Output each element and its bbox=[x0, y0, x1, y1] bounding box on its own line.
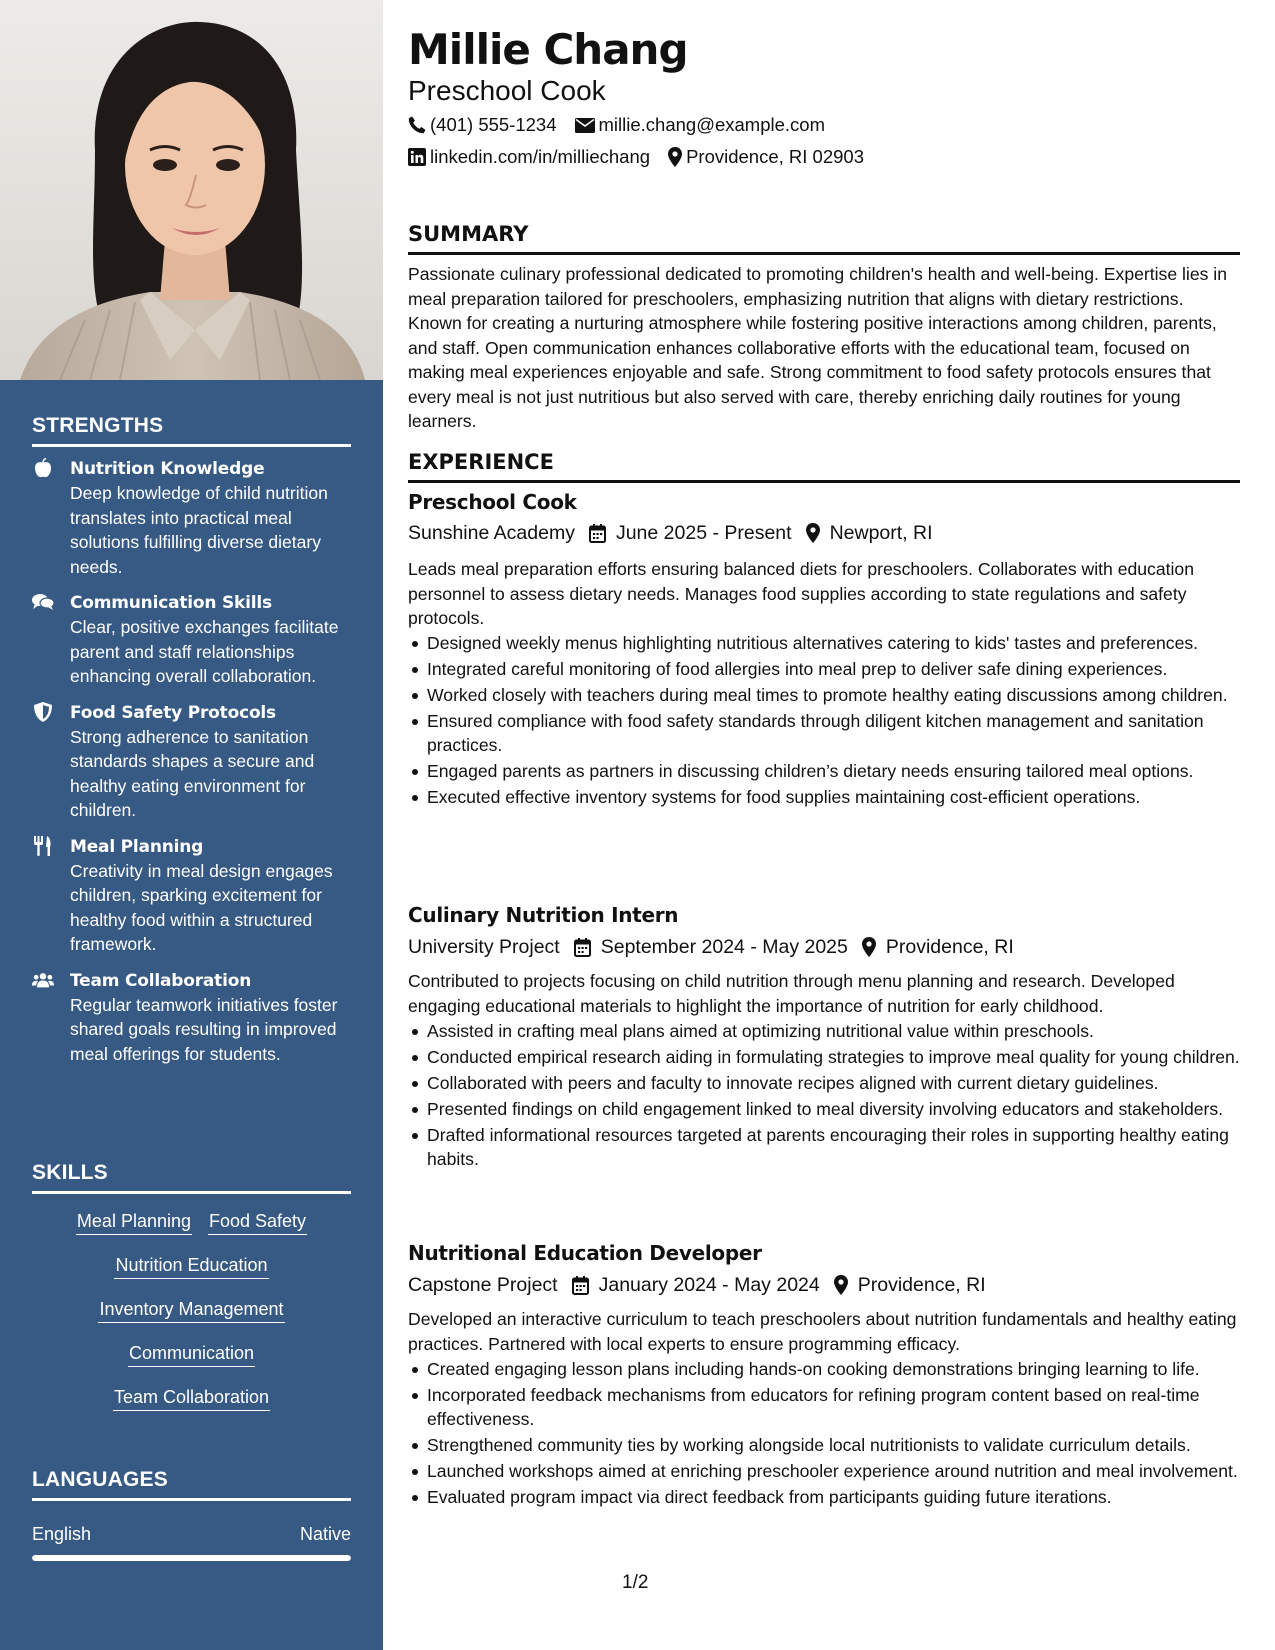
strength-item bbox=[32, 457, 351, 579]
job-meta bbox=[408, 934, 1028, 960]
strength-item bbox=[32, 701, 351, 823]
strength-item bbox=[32, 591, 351, 689]
candidate-name: Millie Chang bbox=[408, 25, 688, 74]
job-location: Providence, RI bbox=[857, 1274, 986, 1296]
job-location-wrap bbox=[806, 520, 933, 546]
job-bullet: Drafted informational resources targeted at parents encouraging their roles in supporting healthy eating habits. bbox=[408, 1123, 1240, 1171]
languages-heading: LANGUAGES bbox=[32, 1468, 351, 1501]
apple-icon bbox=[32, 458, 54, 478]
shield-icon bbox=[32, 702, 54, 722]
location-text: Providence, RI 02903 bbox=[686, 146, 864, 167]
email-text: millie.chang@example.com bbox=[598, 114, 825, 135]
page-number: 1/2 bbox=[622, 1572, 649, 1593]
skill-tag: Meal Planning bbox=[76, 1208, 192, 1235]
contact-line-1 bbox=[408, 113, 843, 137]
job-bullet: Engaged parents as partners in discussing children’s dietary needs ensuring tailored meal options. bbox=[408, 759, 1240, 783]
job-bullet: Incorporated feedback mechanisms from educators for refining program content based on real-time effectiveness. bbox=[408, 1383, 1240, 1431]
job-bullet: Conducted empirical research aiding in formulating strategies to improve meal quality for young children. bbox=[408, 1045, 1240, 1069]
job-title: Nutritional Education Developer bbox=[408, 1241, 762, 1265]
job-bullets bbox=[408, 1357, 1240, 1511]
phone-text: (401) 555-1234 bbox=[430, 114, 557, 135]
strength-title: Communication Skills bbox=[70, 593, 272, 613]
language-row bbox=[32, 1523, 351, 1545]
utensils-icon bbox=[32, 836, 54, 856]
strength-title: Team Collaboration bbox=[70, 970, 252, 991]
job-bullet: Collaborated with peers and faculty to innovate recipes aligned with current dietary guidelines. bbox=[408, 1071, 1240, 1095]
linkedin-contact bbox=[408, 145, 650, 169]
phone-contact bbox=[408, 113, 557, 137]
job-bullet: Presented findings on child engagement linked to meal diversity involving educators and stakeholders. bbox=[408, 1097, 1240, 1121]
strength-title: Food Safety Protocols bbox=[70, 702, 276, 723]
profile-photo bbox=[0, 0, 383, 380]
language-name: English bbox=[32, 1524, 92, 1544]
language-proficiency-fill bbox=[32, 1555, 351, 1561]
skill-tag: Communication bbox=[128, 1340, 255, 1367]
job-dates-wrap bbox=[572, 1272, 820, 1298]
job-org: Sunshine Academy bbox=[408, 522, 575, 544]
job-dates-wrap bbox=[574, 934, 848, 960]
job-bullet: Created engaging lesson plans including hands-on cooking demonstrations bringing learning to life. bbox=[408, 1357, 1240, 1381]
job-org: Capstone Project bbox=[408, 1274, 558, 1296]
skills-list bbox=[32, 1208, 351, 1428]
job-title: Preschool Cook bbox=[408, 490, 577, 514]
email-contact bbox=[575, 113, 825, 137]
skill-tag: Team Collaboration bbox=[113, 1384, 270, 1411]
strength-desc: Deep knowledge of child nutrition translates into practical meal solutions fulfilling diverse dietary needs. bbox=[70, 483, 328, 577]
job-dates: June 2025 - Present bbox=[615, 522, 792, 544]
job-bullet: Worked closely with teachers during meal times to promote healthy eating discussions among children. bbox=[408, 683, 1240, 707]
language-level: Native bbox=[299, 1524, 351, 1544]
job-bullet: Assisted in crafting meal plans aimed at optimizing nutritional value within preschools. bbox=[408, 1019, 1240, 1043]
skills-section bbox=[32, 1161, 351, 1428]
job-location-wrap bbox=[862, 934, 1014, 960]
calendar-icon bbox=[574, 938, 591, 957]
job-location: Providence, RI bbox=[885, 936, 1014, 958]
linkedin-icon bbox=[408, 148, 426, 166]
strength-item bbox=[32, 835, 351, 957]
comments-icon bbox=[32, 592, 54, 612]
map-pin-icon bbox=[668, 147, 682, 167]
linkedin-text: linkedin.com/in/milliechang bbox=[430, 146, 651, 167]
job-dates-wrap bbox=[589, 520, 792, 546]
strength-desc: Regular teamwork initiatives foster shared goals resulting in improved meal offerings for students. bbox=[70, 994, 338, 1064]
job-meta bbox=[408, 1272, 1000, 1298]
map-pin-icon bbox=[834, 1275, 848, 1295]
job-description: Leads meal preparation efforts ensuring balanced diets for preschoolers. Collaborates with education personnel to assess dietary needs. Manages food supplies according to state regulations and safety protocols. bbox=[408, 559, 1194, 628]
envelope-icon bbox=[575, 118, 595, 133]
strength-title: Meal Planning bbox=[70, 836, 204, 857]
candidate-role: Preschool Cook bbox=[408, 75, 606, 106]
job-title: Culinary Nutrition Intern bbox=[408, 903, 679, 927]
job-dates: September 2024 - May 2025 bbox=[600, 936, 848, 958]
job-bullet: Executed effective inventory systems for food supplies maintaining cost-efficient operations. bbox=[408, 785, 1240, 809]
map-pin-icon bbox=[806, 523, 820, 543]
job-location: Newport, RI bbox=[829, 522, 933, 544]
calendar-icon bbox=[572, 1276, 589, 1295]
job-bullet: Integrated careful monitoring of food allergies into meal prep to deliver safe dining experiences. bbox=[408, 657, 1240, 681]
map-pin-icon bbox=[862, 937, 876, 957]
language-proficiency-bar bbox=[32, 1555, 351, 1561]
calendar-icon bbox=[589, 524, 606, 543]
job-bullet: Evaluated program impact via direct feedback from participants guiding future iterations. bbox=[408, 1485, 1240, 1509]
skill-tag: Nutrition Education bbox=[114, 1252, 268, 1279]
users-icon bbox=[32, 970, 54, 990]
summary-text: Passionate culinary professional dedicated to promoting children's health and well-being. Expertise lies in meal preparation tailored for preschoolers, emphasizing nutrition that aligns with dietary restrictions. Known for creating a nurturing atmosphere while fostering positive interactions among children, parents, and staff. Open communication enhances collaborative efforts with the educational team, focused on making meal experiences enjoyable and safe. Strong commitment to food safety protocols ensures that every meal is not just nutritious but also served with care, thereby enriching daily routines for young learners. bbox=[408, 264, 1228, 431]
sidebar bbox=[0, 0, 383, 1650]
strength-desc: Creativity in meal design engages children, sparking excitement for healthy food within a structured framework. bbox=[70, 860, 333, 954]
job-dates: January 2024 - May 2024 bbox=[598, 1274, 820, 1296]
skill-tag: Food Safety bbox=[208, 1208, 307, 1235]
job-description: Developed an interactive curriculum to teach preschoolers about nutrition fundamentals and healthy eating practices. Partnered with local experts to ensure programming efficacy. bbox=[408, 1309, 1237, 1354]
job-bullets bbox=[408, 631, 1240, 811]
languages-section bbox=[32, 1468, 351, 1561]
job-location-wrap bbox=[834, 1272, 986, 1298]
strength-item bbox=[32, 969, 351, 1067]
strengths-heading: STRENGTHS bbox=[32, 414, 351, 447]
strength-title: Nutrition Knowledge bbox=[70, 459, 265, 479]
skill-tag: Inventory Management bbox=[98, 1296, 284, 1323]
phone-icon bbox=[408, 116, 426, 134]
job-meta bbox=[408, 520, 947, 546]
contact-line-2 bbox=[408, 145, 882, 169]
job-description: Contributed to projects focusing on child nutrition through menu planning and research. Developed engaging educational materials to highlight the importance of nutrition for early childhood. bbox=[408, 971, 1175, 1016]
strengths-section bbox=[32, 414, 351, 1066]
strength-desc: Strong adherence to sanitation standards shapes a secure and healthy eating environment for children. bbox=[70, 726, 315, 820]
job-bullet: Strengthened community ties by working alongside local nutritionists to validate curriculum details. bbox=[408, 1433, 1240, 1457]
job-bullet: Designed weekly menus highlighting nutritious alternatives catering to kids' tastes and preferences. bbox=[408, 631, 1240, 655]
job-org: University Project bbox=[408, 936, 560, 958]
skills-heading: SKILLS bbox=[32, 1161, 351, 1194]
experience-heading: EXPERIENCE bbox=[408, 448, 1240, 483]
job-bullet: Ensured compliance with food safety standards through diligent kitchen management and sanitation practices. bbox=[408, 709, 1240, 757]
strength-desc: Clear, positive exchanges facilitate parent and staff relationships enhancing overall collaboration. bbox=[70, 617, 339, 686]
summary-heading: SUMMARY bbox=[408, 220, 1240, 255]
job-bullet: Launched workshops aimed at enriching preschooler experience around nutrition and meal involvement. bbox=[408, 1459, 1240, 1483]
job-bullets bbox=[408, 1019, 1240, 1173]
location-contact bbox=[668, 145, 864, 169]
